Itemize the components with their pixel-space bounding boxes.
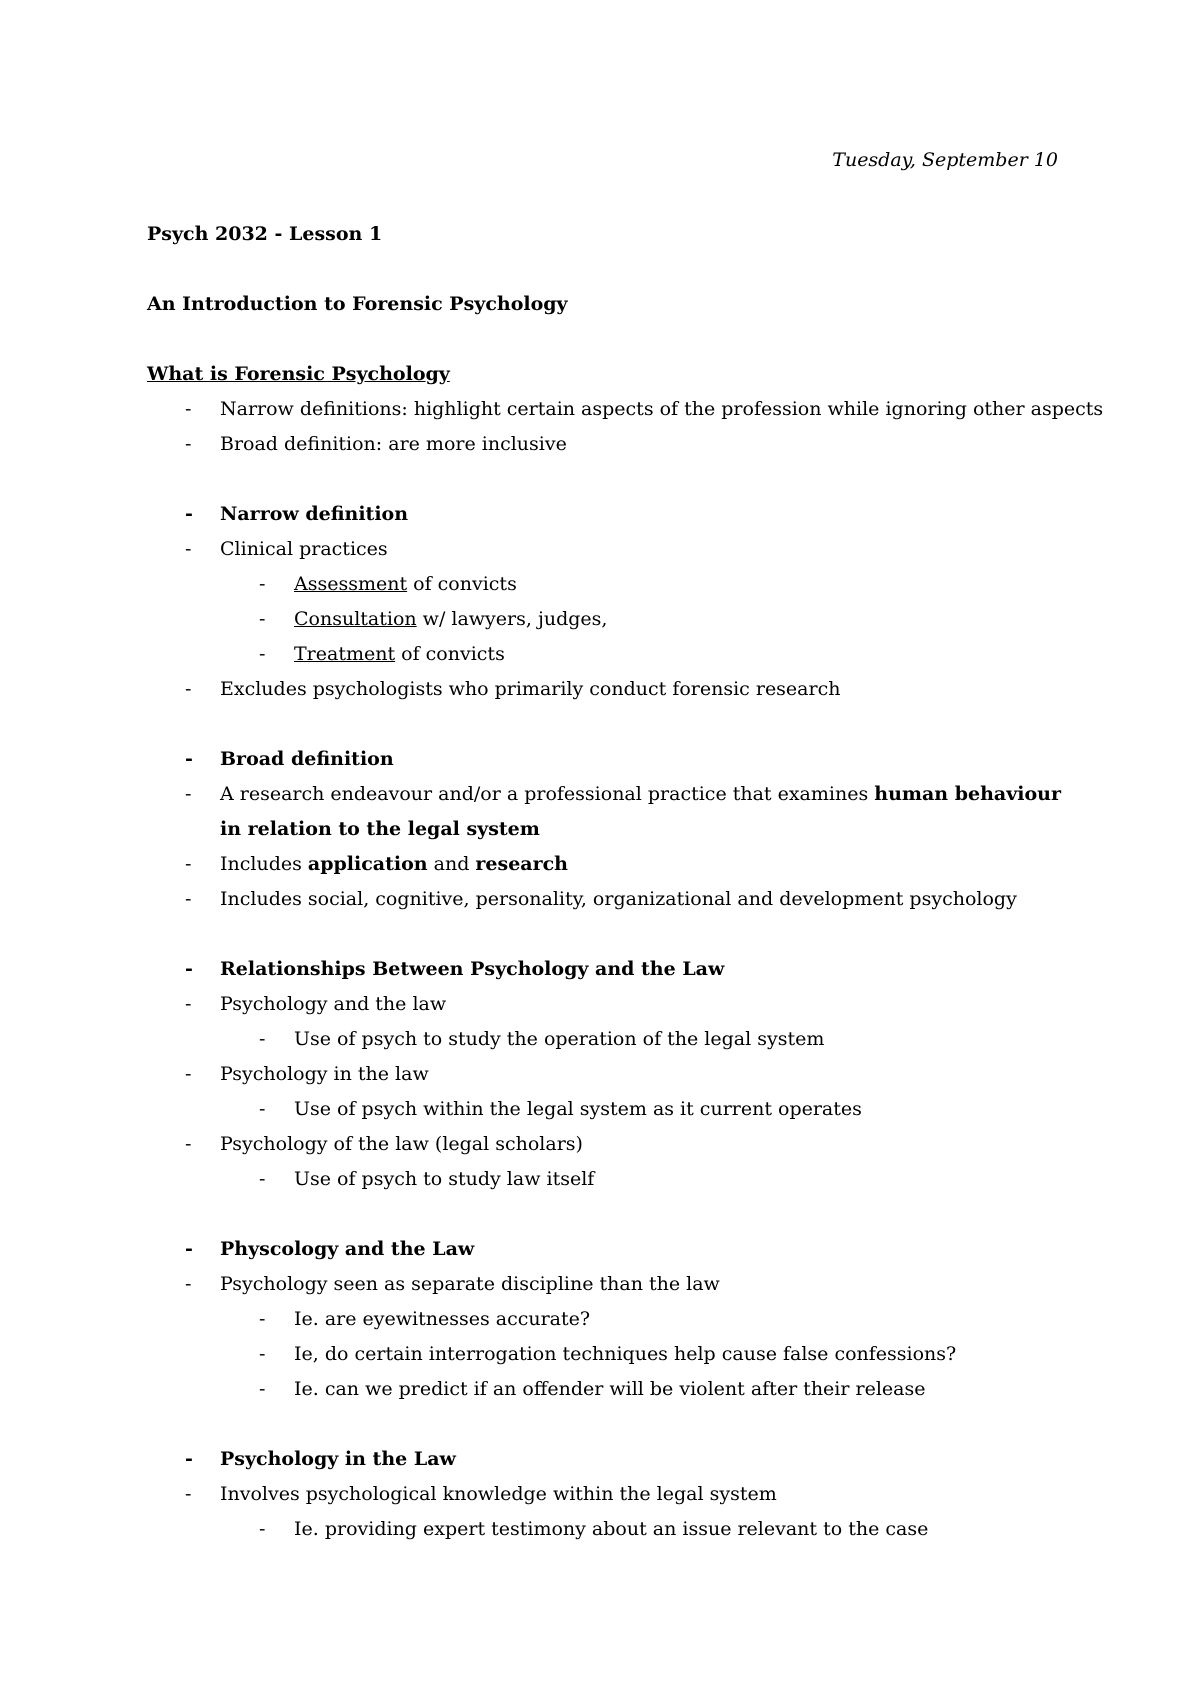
section-heading-what: What is Forensic Psychology <box>147 363 450 385</box>
underlined-term: Consultation <box>294 608 417 630</box>
list-item-text: A research endeavour and/or a professional practice that examines <box>220 783 875 805</box>
list-item-text: Excludes psychologists who primarily conduct forensic research <box>220 678 841 700</box>
list-item-text: Psychology and the law <box>220 993 447 1015</box>
sub-list-item <box>147 602 1067 637</box>
sub-list-item <box>147 567 1067 602</box>
list-item-text: Includes <box>220 853 308 875</box>
bullet-dash: - <box>185 1133 192 1155</box>
list-item-text: w/ lawyers, judges, <box>416 608 608 630</box>
list-item <box>147 427 1067 462</box>
heading-text: Narrow definition <box>220 503 409 525</box>
list-item-text: Psychology of the law (legal scholars) <box>220 1133 583 1155</box>
lecture-date: Tuesday, September 10 <box>832 149 1058 171</box>
heading-text: Psychology in the Law <box>220 1448 456 1470</box>
bullet-dash: - <box>259 1098 266 1120</box>
list-item <box>147 672 1067 707</box>
bullet-dash: - <box>185 398 192 420</box>
bullet-dash: - <box>185 433 192 455</box>
sub-list-item <box>147 637 1067 672</box>
list-item-text: Ie. are eyewitnesses accurate? <box>294 1308 591 1330</box>
sub-list-item <box>147 1092 1067 1127</box>
list-item-text: of convicts <box>395 643 505 665</box>
bullet-dash: - <box>259 1343 266 1365</box>
list-item-text: Psychology seen as separate discipline than the law <box>220 1273 720 1295</box>
list-item-text: Broad definition: are more inclusive <box>220 433 567 455</box>
bullet-dash: - <box>185 678 192 700</box>
sub-list-item <box>147 1302 1067 1337</box>
bullet-dash: - <box>259 573 266 595</box>
underlined-term: Assessment <box>294 573 408 595</box>
section-heading-narrow <box>147 497 1067 532</box>
bullet-dash: - <box>185 1063 192 1085</box>
list-item-text: Use of psych to study law itself <box>294 1168 595 1190</box>
list-item <box>147 392 1104 427</box>
section-heading-physcology <box>147 1232 1067 1267</box>
bullet-dash: - <box>259 1028 266 1050</box>
list-item <box>147 1057 1067 1092</box>
spacer <box>147 322 1067 357</box>
list-item-text-block <box>220 777 1070 847</box>
bold-phrase: application <box>307 853 428 875</box>
spacer <box>147 707 1067 742</box>
spacer <box>147 1197 1067 1232</box>
bullet-dash: - <box>185 748 193 770</box>
section-heading-in-law <box>147 1442 1067 1477</box>
bullet-dash: - <box>259 608 266 630</box>
bullet-dash: - <box>185 538 192 560</box>
list-item <box>147 882 1067 917</box>
bullet-dash: - <box>185 853 192 875</box>
list-item <box>147 987 1067 1022</box>
bullet-dash: - <box>185 1483 192 1505</box>
underlined-term: Treatment <box>294 643 396 665</box>
bold-phrase: research <box>475 853 568 875</box>
bullet-dash: - <box>185 958 193 980</box>
list-item-text: Use of psych within the legal system as it current operates <box>294 1098 862 1120</box>
list-item-text: and <box>427 853 476 875</box>
list-item-text: Narrow definitions: highlight certain aspects of the profession while ignoring other aspects <box>220 398 1104 420</box>
bullet-dash: - <box>185 783 192 805</box>
bullet-dash: - <box>259 1308 266 1330</box>
spacer <box>147 462 1067 497</box>
list-item <box>147 1127 1067 1162</box>
section-heading-broad <box>147 742 1067 777</box>
list-item-text: Use of psych to study the operation of the legal system <box>294 1028 825 1050</box>
bold-phrase: human behaviour in relation to the legal system <box>220 783 1061 840</box>
bullet-dash: - <box>185 888 192 910</box>
list-item <box>147 1267 1067 1302</box>
list-item <box>147 777 1067 847</box>
list-item <box>147 532 1067 567</box>
list-item-text: Ie. can we predict if an offender will be violent after their release <box>294 1378 926 1400</box>
list-item-text: Psychology in the law <box>220 1063 429 1085</box>
spacer <box>147 252 1067 287</box>
sub-list-item <box>147 1162 1067 1197</box>
bullet-dash: - <box>185 993 192 1015</box>
sub-list-item <box>147 1337 1067 1372</box>
heading-text: Relationships Between Psychology and the Law <box>220 958 725 980</box>
spacer <box>147 1407 1067 1442</box>
bullet-dash: - <box>259 1378 266 1400</box>
bullet-dash: - <box>185 1238 193 1260</box>
notes-content <box>147 217 1104 1547</box>
bullet-dash: - <box>185 503 193 525</box>
list-item <box>147 1477 1067 1512</box>
bullet-dash: - <box>259 1518 266 1540</box>
list-item <box>147 847 1067 882</box>
course-title: Psych 2032 - Lesson 1 <box>147 223 383 245</box>
bullet-dash: - <box>259 1168 266 1190</box>
sub-list-item <box>147 1372 1067 1407</box>
heading-text: Physcology and the Law <box>220 1238 475 1260</box>
bullet-dash: - <box>185 1448 193 1470</box>
list-item-text: of convicts <box>407 573 517 595</box>
list-item-text: Ie, do certain interrogation techniques help cause false confessions? <box>294 1343 957 1365</box>
section-heading-relationships <box>147 952 1067 987</box>
sub-list-item <box>147 1512 1067 1547</box>
list-item-text: Includes social, cognitive, personality, organizational and development psychology <box>220 888 1017 910</box>
list-item-text: Involves psychological knowledge within the legal system <box>220 1483 777 1505</box>
list-item-text: Ie. providing expert testimony about an issue relevant to the case <box>294 1518 929 1540</box>
spacer <box>147 917 1067 952</box>
bullet-dash: - <box>259 643 266 665</box>
list-item-text: Clinical practices <box>220 538 388 560</box>
bullet-dash: - <box>185 1273 192 1295</box>
lecture-title: An Introduction to Forensic Psychology <box>147 293 568 315</box>
heading-text: Broad definition <box>220 748 394 770</box>
sub-list-item <box>147 1022 1067 1057</box>
